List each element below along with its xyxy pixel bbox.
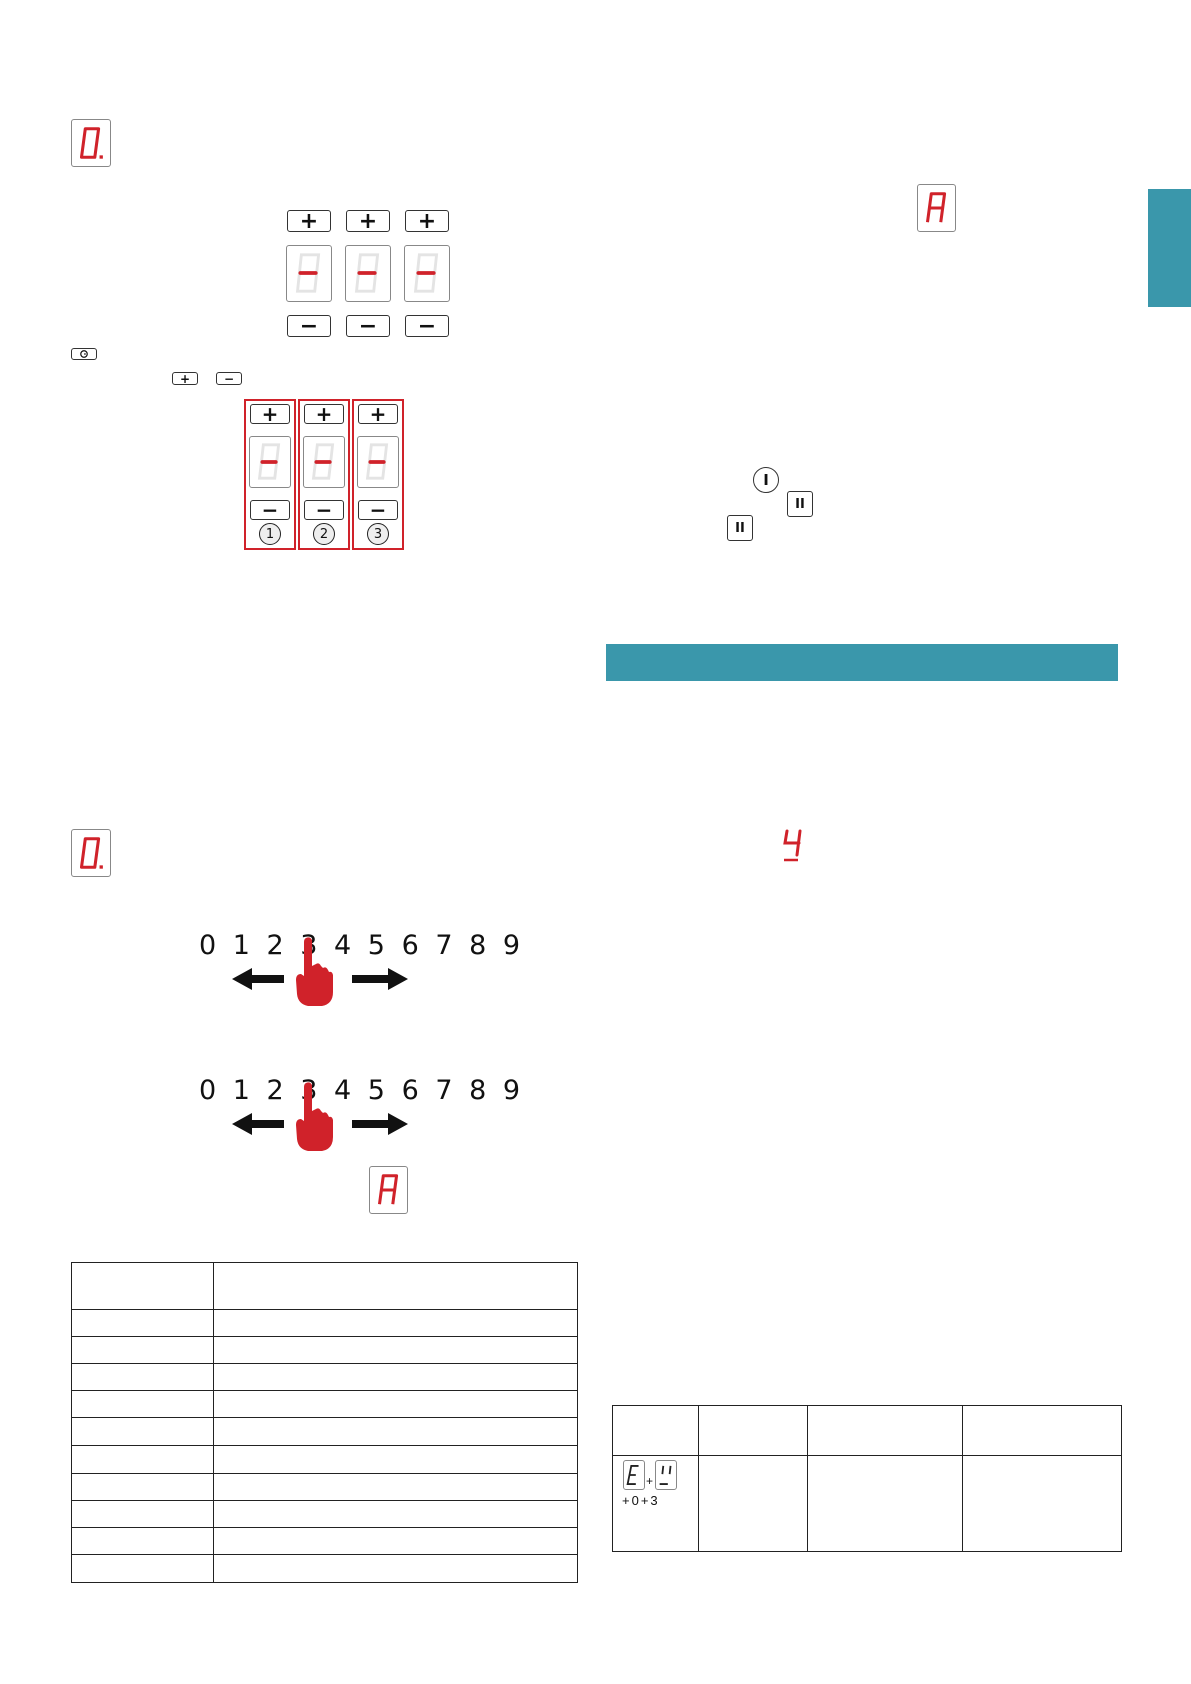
inline-plus-key[interactable]: + [172, 372, 198, 385]
table-cell [72, 1555, 214, 1583]
inline-minus-key[interactable]: − [216, 372, 242, 385]
hand-pointer-icon [294, 936, 334, 1008]
table-cell [72, 1310, 214, 1337]
table-cell [214, 1418, 578, 1446]
table-header-cell [699, 1406, 808, 1456]
slider-digits-1: 0 1 2 3 4 5 6 7 8 9 [199, 930, 525, 961]
plus-key-frame-2[interactable]: + [304, 404, 344, 424]
minus-key-zone-1[interactable]: − [287, 315, 331, 337]
table-header-cell [808, 1406, 963, 1456]
display-slider-A [369, 1166, 408, 1214]
table-cell [214, 1446, 578, 1474]
display-zone-2 [345, 245, 391, 302]
table-cell [963, 1456, 1122, 1552]
table-cell [72, 1474, 214, 1501]
chapter-tab [1148, 189, 1191, 307]
zone-number-1: 1 [259, 523, 281, 545]
error-code-table [612, 1405, 1122, 1552]
plus-key-zone-2[interactable]: + [346, 210, 390, 232]
level-I-icon[interactable]: I [753, 467, 779, 493]
hand-pointer-icon [294, 1081, 334, 1153]
minus-key-frame-1[interactable]: − [250, 500, 290, 520]
seven-seg-zero-dot [72, 120, 110, 166]
zone-number-3: 3 [367, 523, 389, 545]
table-header-cell [613, 1406, 699, 1456]
seven-seg-dash [250, 437, 290, 487]
seven-seg-dash [346, 246, 390, 301]
seven-seg-A [918, 185, 955, 231]
level-II-icon[interactable]: II [727, 515, 753, 541]
table-cell [72, 1337, 214, 1364]
table-cell [699, 1456, 808, 1552]
table-cell [72, 1418, 214, 1446]
display-frame-2 [303, 436, 345, 488]
seven-seg-dash [358, 437, 398, 487]
table-cell [214, 1501, 578, 1528]
table-cell [808, 1456, 963, 1552]
timer-icon[interactable] [71, 348, 97, 360]
section-heading-bar [606, 644, 1118, 681]
display-frame-1 [249, 436, 291, 488]
display-right-4 [779, 827, 809, 863]
display-zone-1 [286, 245, 332, 302]
table-cell [214, 1528, 578, 1555]
seven-seg-dash [304, 437, 344, 487]
table-cell [214, 1364, 578, 1391]
plus-key-zone-3[interactable]: + [405, 210, 449, 232]
seven-seg-E [624, 1461, 644, 1489]
table-cell [72, 1391, 214, 1418]
display-zone-3 [404, 245, 450, 302]
minus-key-zone-3[interactable]: − [405, 315, 449, 337]
plus-key-frame-1[interactable]: + [250, 404, 290, 424]
seven-seg-dash [287, 246, 331, 301]
table-header-cell [72, 1263, 214, 1310]
seven-seg-U [656, 1461, 676, 1489]
clock-glyph [72, 348, 96, 360]
seven-seg-zero-dot [72, 830, 110, 876]
display-top-left [71, 119, 111, 167]
table-cell [72, 1364, 214, 1391]
table-cell [214, 1474, 578, 1501]
minus-key-frame-2[interactable]: − [304, 500, 344, 520]
plus-key-frame-3[interactable]: + [358, 404, 398, 424]
error-display-U [655, 1460, 677, 1490]
error-code-caption: +0+3 [622, 1493, 660, 1508]
error-display-E [623, 1460, 645, 1490]
table-cell [214, 1555, 578, 1583]
table-cell [72, 1501, 214, 1528]
minus-key-zone-2[interactable]: − [346, 315, 390, 337]
level-II-icon[interactable]: II [787, 491, 813, 517]
display-frame-3 [357, 436, 399, 488]
table-header-cell [214, 1263, 578, 1310]
slider-digits-2: 0 1 2 3 4 5 6 7 8 9 [199, 1075, 525, 1106]
table-cell [214, 1391, 578, 1418]
plus-key-zone-1[interactable]: + [287, 210, 331, 232]
table-cell [214, 1310, 578, 1337]
zone-number-2: 2 [313, 523, 335, 545]
table-cell [72, 1446, 214, 1474]
seven-seg-A [370, 1167, 407, 1213]
display-mid-left [71, 829, 111, 877]
error-plus-sign: + [646, 1474, 654, 1488]
power-level-table [71, 1262, 578, 1583]
table-cell [214, 1337, 578, 1364]
table-cell [72, 1528, 214, 1555]
error-code-cell [613, 1456, 699, 1552]
display-right-A [917, 184, 956, 232]
table-header-cell [963, 1406, 1122, 1456]
minus-key-frame-3[interactable]: − [358, 500, 398, 520]
seven-seg-dash [405, 246, 449, 301]
